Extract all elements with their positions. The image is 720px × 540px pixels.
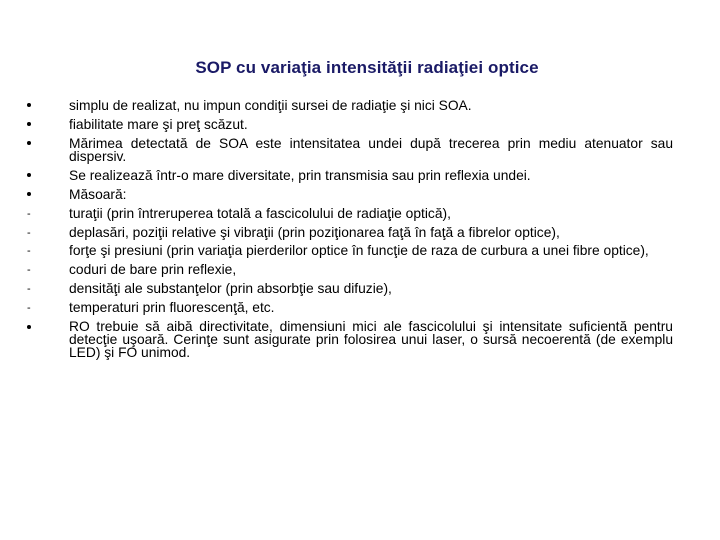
bullet-icon — [27, 170, 37, 183]
list-item — [27, 283, 673, 296]
dash-icon: - — [27, 226, 31, 239]
list-item-text: turaţii (prin întreruperea totală a fascicolului de radiaţie optică), — [69, 205, 451, 221]
list-item-text: Mărimea detectată de SOA este intensitatea undei după trecerea prin mediu atenuator sau dispersiv. — [69, 135, 673, 164]
list-item-text: Se realizează într-o mare diversitate, prin transmisia sau prin reflexia undei. — [69, 167, 531, 183]
dash-icon: - — [27, 207, 31, 220]
list-item — [27, 205, 673, 221]
list-item — [27, 224, 673, 240]
dash-icon: - — [27, 302, 31, 315]
list-item-text: deplasări, poziţii relative şi vibraţii (prin poziţionarea faţă în faţă a fibrelor optice), — [69, 224, 560, 240]
list-item — [27, 264, 673, 277]
list-item-text: coduri de bare prin reflexie, — [69, 262, 237, 278]
list-item-text: RO trebuie să aibă directivitate, dimensiuni mici ale fascicolului şi intensitate suficientă pentru detecţie uşoară. Cerinţe sunt asigurate prin folosirea unui laser, o sursă necoerentă (de exemplu LED) şi FO unimod. — [69, 319, 673, 360]
bullet-icon — [27, 100, 37, 113]
list-item — [27, 186, 673, 202]
list-item-text: Măsoară: — [69, 186, 127, 202]
list-item-text: forţe şi presiuni (prin variaţia pierderilor optice în funcţie de raza de curbura a unei fibre optice), — [69, 243, 649, 259]
bullet-icon — [27, 138, 37, 151]
bullet-list — [27, 100, 673, 366]
dash-icon: - — [27, 264, 31, 277]
list-item-text: temperaturi prin fluorescenţă, etc. — [69, 300, 275, 316]
bullet-icon — [27, 189, 37, 202]
list-item — [27, 302, 673, 315]
list-item — [27, 100, 673, 113]
dash-icon: - — [27, 283, 31, 296]
list-item — [27, 116, 673, 132]
list-item-text: densităţi ale substanţelor (prin absorbţie sau difuzie), — [69, 281, 392, 297]
bullet-icon — [27, 321, 37, 334]
slide-title: SOP cu variaţia intensităţii radiaţiei optice — [195, 58, 539, 77]
bullet-icon — [27, 119, 37, 132]
list-item — [27, 135, 673, 164]
list-item — [27, 321, 673, 359]
list-item — [27, 167, 673, 183]
list-item-text: simplu de realizat, nu impun condiţii sursei de radiaţie şi nici SOA. — [69, 98, 472, 113]
list-item — [27, 245, 673, 258]
list-item-text: fiabilitate mare şi preţ scăzut. — [69, 116, 248, 132]
dash-icon: - — [27, 245, 31, 258]
